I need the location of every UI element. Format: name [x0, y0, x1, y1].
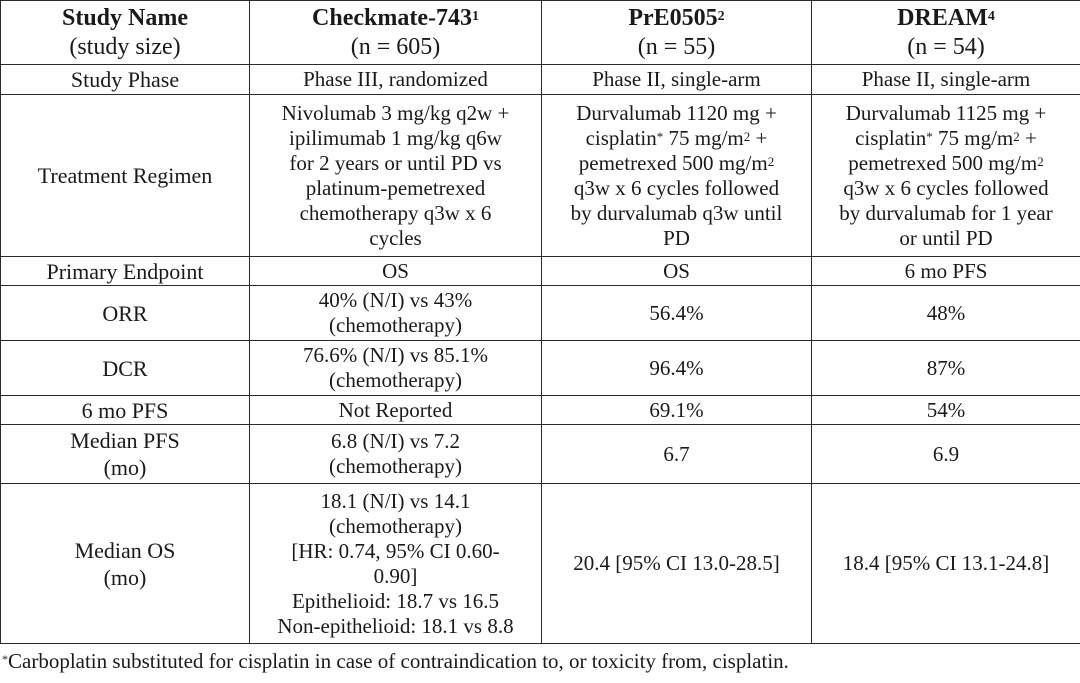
- cell-dcr-checkmate: 76.6% (N/I) vs 85.1% (chemotherapy): [250, 341, 542, 396]
- cell-dcr-dream: 87%: [812, 341, 1080, 396]
- row-median-pfs: [1, 425, 1080, 484]
- label-median-pfs: Median PFS (mo): [1, 425, 250, 484]
- cell-regimen-dream: Durvalumab 1125 mg + cisplatin* 75 $mg/m^2$ + pemetrexed 500 $mg/m^2$ q3w x 6 cycles followed by durvalumab for 1 year or until PD: [812, 95, 1080, 257]
- label-treatment-regimen: Treatment Regimen: [1, 95, 250, 257]
- footnote-text: Carboplatin substituted for cisplatin in case of contraindication to, or toxicity from, cisplatin.: [8, 649, 789, 673]
- cell-endpoint-pre0505: OS: [542, 257, 812, 286]
- cell-endpoint-dream: 6 mo PFS: [812, 257, 1080, 286]
- table-footnote: [2, 648, 789, 674]
- cell-orr-dream: 48%: [812, 286, 1080, 341]
- header-pre0505: PrE0505$^2$ (n = 55): [542, 1, 812, 65]
- row-orr: [1, 286, 1080, 341]
- label-primary-endpoint: Primary Endpoint: [1, 257, 250, 286]
- header-checkmate-743: Checkmate-$743^1$ (n = 605): [250, 1, 542, 65]
- header-study-name: Study Name (study size): [1, 1, 250, 65]
- cell-regimen-checkmate: Nivolumab 3 mg/kg q2w + ipilimumab 1 mg/kg q6w for 2 years or until PD vs platinum-pemetrexed chemotherapy q3w x 6 cycles: [250, 95, 542, 257]
- cell-median-pfs-dream: 6.9: [812, 425, 1080, 484]
- cell-orr-checkmate: 40% (N/I) vs 43% (chemotherapy): [250, 286, 542, 341]
- cell-median-os-dream: 18.4 [95% CI 13.1-24.8]: [812, 484, 1080, 644]
- cell-6mo-pfs-pre0505: 69.1%: [542, 396, 812, 425]
- header-row: [1, 1, 1080, 65]
- label-study-phase: Study Phase: [1, 65, 250, 95]
- cell-endpoint-checkmate: OS: [250, 257, 542, 286]
- cell-phase-dream: Phase II, single-arm: [812, 65, 1080, 95]
- cell-6mo-pfs-dream: 54%: [812, 396, 1080, 425]
- cell-median-pfs-pre0505: 6.7: [542, 425, 812, 484]
- label-6mo-pfs: 6 mo PFS: [1, 396, 250, 425]
- row-primary-endpoint: [1, 257, 1080, 286]
- row-study-phase: [1, 65, 1080, 95]
- header-dream: DREAM$^4$ (n = 54): [812, 1, 1080, 65]
- cell-median-os-pre0505: 20.4 [95% CI 13.0-28.5]: [542, 484, 812, 644]
- cell-median-pfs-checkmate: 6.8 (N/I) vs 7.2 (chemotherapy): [250, 425, 542, 484]
- label-dcr: DCR: [1, 341, 250, 396]
- footnote-marker: *: [2, 652, 8, 666]
- cell-regimen-pre0505: Durvalumab 1120 mg + cisplatin* 75 $mg/m^2$ + pemetrexed 500 $mg/m^2$ q3w x 6 cycles followed by durvalumab q3w until PD: [542, 95, 812, 257]
- row-median-os: [1, 484, 1080, 644]
- cell-median-os-checkmate: 18.1 (N/I) vs 14.1 (chemotherapy) [HR: 0.74, 95% CI 0.60- 0.90] Epithelioid: 18.7 vs 16.5 Non-epithelioid: 18.1 vs 8.8: [250, 484, 542, 644]
- row-6mo-pfs: [1, 396, 1080, 425]
- row-treatment-regimen: [1, 95, 1080, 257]
- cell-6mo-pfs-checkmate: Not Reported: [250, 396, 542, 425]
- cell-dcr-pre0505: 96.4%: [542, 341, 812, 396]
- label-orr: ORR: [1, 286, 250, 341]
- cell-orr-pre0505: 56.4%: [542, 286, 812, 341]
- row-dcr: [1, 341, 1080, 396]
- cell-phase-checkmate: Phase III, randomized: [250, 65, 542, 95]
- label-median-os: Median OS (mo): [1, 484, 250, 644]
- cell-phase-pre0505: Phase II, single-arm: [542, 65, 812, 95]
